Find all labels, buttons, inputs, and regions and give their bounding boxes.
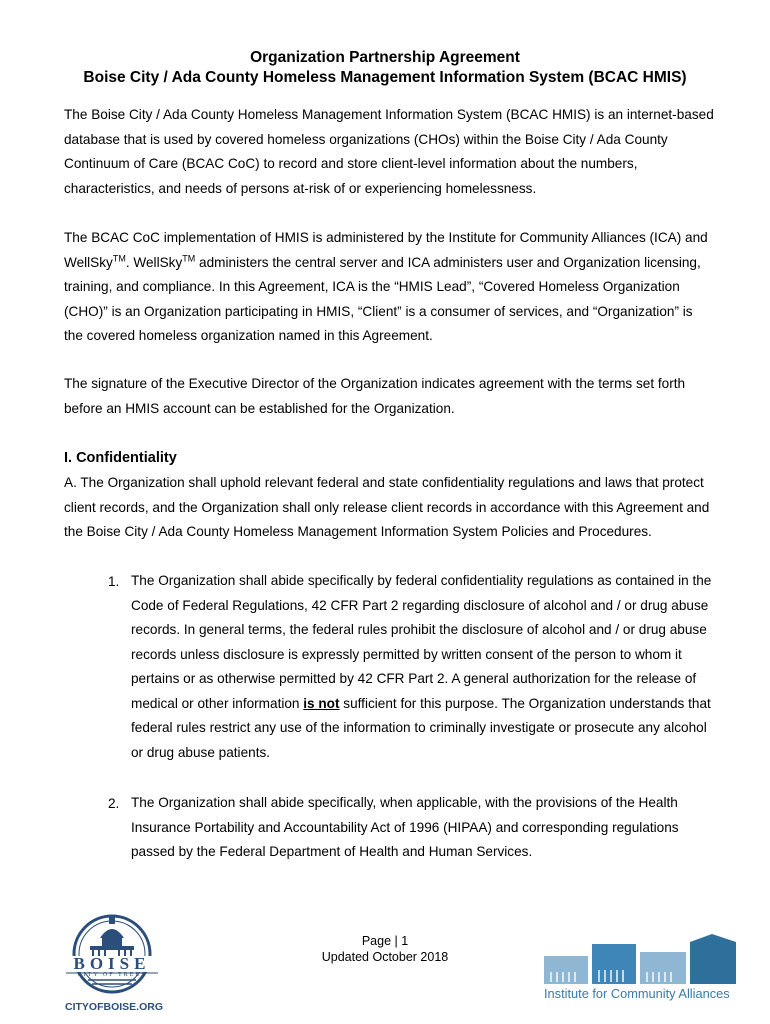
boise-logo-tagline: CITY OF TREES xyxy=(77,972,147,978)
intro-p2-part-c: administers the central server and ICA administers user and Organization licensing, training, and compliance. In this Agreement, ICA is the “HMIS Lead”, “Covered Homeless Organization (CHO)” is an Organization participating in HMIS, “Client” is a consumer of services, and “Organization” is the covered homeless organization named in this Agreement. xyxy=(64,254,701,343)
page-number: Page | 1 xyxy=(361,934,409,948)
list-item-1-text-b: sufficient for this purpose. The Organization understands that federal rules restrict any use of the information to criminally investigate or prosecute any alcohol or drug abuse patients. xyxy=(131,695,711,760)
boise-logo-name: BOISE xyxy=(73,954,151,973)
document-title: Organization Partnership Agreement xyxy=(250,49,520,66)
intro-p2-part-b: . WellSky xyxy=(125,254,183,270)
ica-logo-name: Institute for Community Alliances xyxy=(544,986,730,1001)
document-subtitle: Boise City / Ada County Homeless Management Information System (BCAC HMIS) xyxy=(83,69,687,86)
updated-date: Updated October 2018 xyxy=(321,950,449,964)
list-item-number: 2. xyxy=(108,796,120,811)
section-paragraph-a: A. The Organization shall uphold relevant federal and state confidentiality regulations and laws that protect client records, and the Organization shall only release client records in accordance with this Agreement and the Boise City / Ada County Homeless Management Information System Policies and Procedures. xyxy=(64,475,710,539)
emphasis-is-not: is not xyxy=(303,695,340,711)
intro-paragraph-3: The signature of the Executive Director of the Organization indicates agreement with the terms set forth before an HMIS account can be established for the Organization. xyxy=(64,376,686,416)
list-item-1-text-a: The Organization shall abide specifically by federal confidentiality regulations as contained in the Code of Federal Regulations, 42 CFR Part 2 regarding disclosure of alcohol and / or drug abuse records. In general terms, the federal rules prohibit the disclosure of alcohol and / or drug abuse records unless disclosure is expressly permitted by written consent of the person to whom it pertains or as otherwise permitted by 42 CFR Part 2. A general authorization for the release of medical or other information xyxy=(131,573,712,711)
list-item-1 xyxy=(131,569,721,765)
intro-paragraph-2 xyxy=(64,226,714,349)
trademark-mark: TM xyxy=(182,252,196,263)
intro-paragraph-1: The Boise City / Ada County Homeless Management Information System (BCAC HMIS) is an internet-based database that is used by covered homeless organizations (CHOs) within the Boise City / Ada County Continuum of Care (BCAC CoC) to record and store client-level information about the numbers, characteristics, and needs of persons at-risk of or experiencing homelessness. xyxy=(64,107,714,196)
boise-url: CITYOFBOISE.ORG xyxy=(64,1001,163,1013)
intro-p2-part-a: The BCAC CoC implementation of HMIS is administered by the Institute for Community Alliances (ICA) and WellSky xyxy=(64,230,708,270)
list-item-2: The Organization shall abide specifically, when applicable, with the provisions of the Health Insurance Portability and Accountability Act of 1996 (HIPAA) and corresponding regulations passed by the Federal Department of Health and Human Services. xyxy=(131,795,679,859)
list-item-number: 1. xyxy=(108,574,120,589)
section-heading-confidentiality: I. Confidentiality xyxy=(64,450,177,466)
trademark-mark: TM xyxy=(112,252,126,263)
